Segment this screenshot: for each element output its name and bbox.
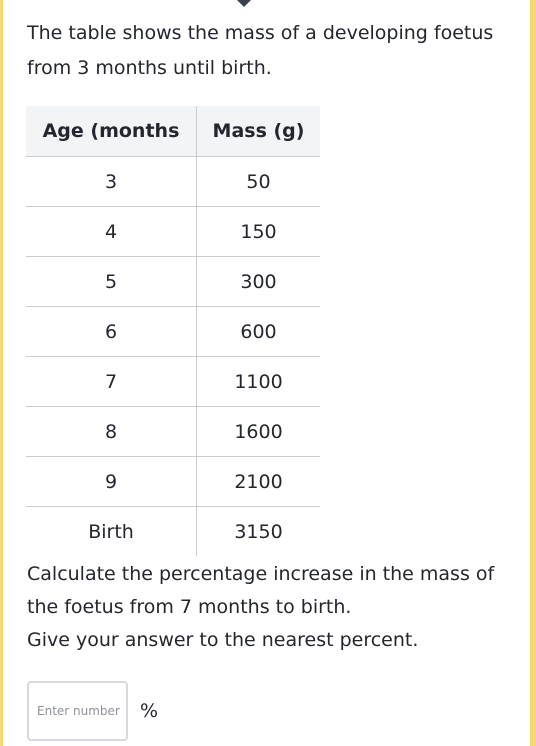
- question-card: [3, 0, 530, 746]
- column-header-age: Age (months: [26, 106, 197, 157]
- age-cell: 7: [26, 357, 197, 407]
- question-text: [27, 558, 517, 657]
- table-row: [26, 507, 320, 557]
- table-header-row: [26, 106, 320, 157]
- age-cell: 4: [26, 207, 197, 257]
- mass-cell: 2100: [197, 457, 321, 507]
- age-cell: 5: [26, 257, 197, 307]
- age-cell: 9: [26, 457, 197, 507]
- intro-text: The table shows the mass of a developing foetus from 3 months until birth.: [27, 22, 494, 79]
- mass-cell: 3150: [234, 520, 283, 543]
- answer-input[interactable]: [27, 681, 128, 741]
- table-row: [26, 257, 320, 307]
- mass-cell: 600: [197, 307, 321, 357]
- age-cell: Birth: [26, 507, 197, 557]
- mass-table: [26, 106, 320, 556]
- age-cell: 3: [26, 157, 197, 207]
- table-row: [26, 357, 320, 407]
- percent-unit-label: %: [140, 700, 159, 722]
- mass-cell: 50: [197, 157, 321, 207]
- table-row: [26, 457, 320, 507]
- table-row: [26, 307, 320, 357]
- instruction-line: Give your answer to the nearest percent.: [27, 629, 419, 651]
- mass-cell: 1600: [197, 407, 321, 457]
- table-row: [26, 207, 320, 257]
- age-cell: 6: [26, 307, 197, 357]
- mass-cell: 1100: [197, 357, 321, 407]
- age-cell: 8: [26, 407, 197, 457]
- table-row: [26, 407, 320, 457]
- mass-cell: 150: [197, 207, 321, 257]
- question-line: Calculate the percentage increase in the mass of the foetus from 7 months to birth.: [27, 563, 495, 618]
- column-header-mass: Mass (g): [197, 106, 321, 157]
- table-row: [26, 157, 320, 207]
- pointer-notch-icon: [237, 0, 251, 7]
- mass-cell: 300: [197, 257, 321, 307]
